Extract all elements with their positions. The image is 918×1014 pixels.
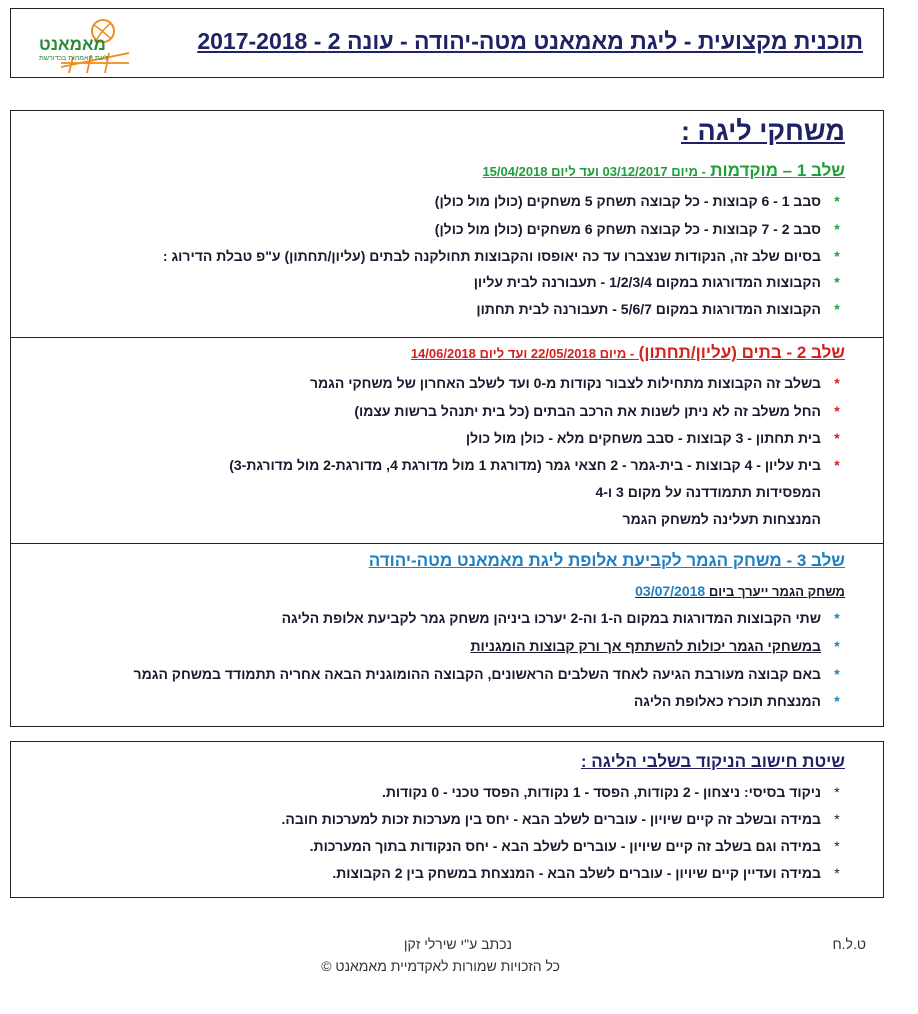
star-icon: * bbox=[834, 666, 840, 682]
logo-tagline: ליגת האמהות בכדורשת bbox=[39, 55, 109, 62]
star-icon: * bbox=[834, 811, 840, 827]
footer-rights: כל הזכויות שמורות לאקדמיית מאמאנט © bbox=[321, 958, 560, 974]
star-icon: * bbox=[834, 403, 840, 419]
header-box bbox=[10, 8, 884, 78]
scoring-title: שיטת חישוב הניקוד בשלבי הליגה : bbox=[580, 752, 845, 771]
final-date-line bbox=[635, 583, 845, 599]
stage2-subline: המפסידות תתמודדנה על מקום 3 ו-4 bbox=[595, 484, 821, 500]
stage2-bullet: *בית תחתון - 3 קבוצות - סבב משחקים מלא - כולן מול כולן bbox=[466, 430, 845, 446]
star-icon: * bbox=[834, 248, 840, 264]
mamanet-logo bbox=[31, 17, 141, 73]
league-games-title: משחקי ליגה : bbox=[680, 116, 845, 146]
league-games-box bbox=[10, 110, 884, 727]
scoring-bullet: *ניקוד בסיסי: ניצחון - 2 נקודות, הפסד - 1 נקודות, הפסד טכני - 0 נקודות. bbox=[382, 784, 845, 800]
section-divider bbox=[11, 337, 883, 338]
stage1-bullet: *סבב 2 - 7 קבוצות - כל קבוצה תשחק 6 משחקים (כולן מול כולן) bbox=[435, 221, 845, 237]
footer-tlh: ט.ל.ח bbox=[832, 936, 866, 952]
stage1-bullet: *סבב 1 - 6 קבוצות - כל קבוצה תשחק 5 משחקים (כולן מול כולן) bbox=[435, 193, 845, 209]
stage2-heading bbox=[411, 343, 845, 363]
scoring-box bbox=[10, 741, 884, 898]
star-icon: * bbox=[834, 193, 840, 209]
star-icon: * bbox=[834, 274, 840, 290]
scoring-bullet: *במידה ובשלב זה קיים שיויון - עוברים לשלב הבא - יחס בין מערכות זכות למערכות חובה. bbox=[282, 811, 845, 827]
star-icon: * bbox=[834, 693, 840, 709]
stage2-bullet: *החל משלב זה לא ניתן לשנות את הרכב הבתים (כל בית יתנהל ברשות עצמו) bbox=[354, 403, 845, 419]
star-icon: * bbox=[834, 784, 840, 800]
stage2-dates: - מיום 22/05/2018 ועד ליום 14/06/2018 bbox=[410, 346, 635, 361]
star-icon: * bbox=[834, 610, 840, 626]
stage3-bullet: *שתי הקבוצות המדורגות במקום ה-1 וה-2 יערכו ביניהן משחק גמר לקביעת אלופת הליגה bbox=[282, 610, 845, 626]
scoring-bullet: *במידה ועדיין קיים שיויון - עוברים לשלב הבא - המנצחת במשחק בין 2 הקבוצות. bbox=[332, 865, 845, 881]
star-icon: * bbox=[834, 638, 840, 654]
stage1-name: שלב 1 – מוקדמות bbox=[710, 161, 845, 180]
page-title: תוכנית מקצועית - ליגת מאמאנט מטה-יהודה - עונה 2 - 2017-2018 bbox=[197, 28, 863, 54]
scoring-bullet: *במידה וגם בשלב זה קיים שיויון - עוברים לשלב הבא - יחס הנקודות בתוך המערכות. bbox=[310, 838, 845, 854]
star-icon: * bbox=[834, 865, 840, 881]
stage1-bullet: *הקבוצות המדורגות במקום 1/2/3/4 - תעבורנה לבית עליון bbox=[474, 274, 845, 290]
star-icon: * bbox=[834, 301, 840, 317]
stage2-name: שלב 2 - בתים (עליון/תחתון) bbox=[638, 343, 845, 362]
stage1-dates: - מיום 03/12/2017 ועד ליום 15/04/2018 bbox=[482, 164, 706, 179]
star-icon: * bbox=[834, 457, 840, 473]
stage2-bullet: *בשלב זה הקבוצות מתחילות לצבור נקודות מ-0 ועד לשלב האחרון של משחקי הגמר bbox=[310, 375, 845, 391]
final-date: 03/07/2018 bbox=[635, 583, 706, 599]
stage1-bullet: *הקבוצות המדורגות במקום 5/6/7 - תעבורנה לבית תחתון bbox=[476, 301, 845, 317]
stage3-name: שלב 3 - משחק הגמר לקביעת אלופת ליגת מאמאנט מטה-יהודה bbox=[368, 551, 845, 570]
footer-author: נכתב ע"י שירלי זקן bbox=[403, 936, 512, 952]
star-icon: * bbox=[834, 838, 840, 854]
stage3-heading bbox=[369, 551, 845, 571]
stage3-bullet: *המנצחת תוכרז כאלופת הליגה bbox=[634, 693, 845, 709]
star-icon: * bbox=[834, 430, 840, 446]
stage2-bullet: *בית עליון - 4 קבוצות - בית-גמר - 2 חצאי גמר (מדורגת 1 מול מדורגת 4, מדורגת-2 מול מדורגת-3) bbox=[229, 457, 845, 473]
stage3-bullet: *במשחקי הגמר יכולות להשתתף אך ורק קבוצות הומגניות bbox=[470, 638, 845, 654]
logo-name: מאמאנט bbox=[39, 35, 106, 54]
star-icon: * bbox=[834, 375, 840, 391]
star-icon: * bbox=[834, 221, 840, 237]
stage3-bullet: *באם קבוצה מעורבת הגיעה לאחד השלבים הראשונים, הקבוצה ההומוגנית הבאה אחריה תתמודד במשחק הגמר bbox=[134, 666, 845, 682]
stage1-heading bbox=[482, 161, 845, 181]
section-divider bbox=[11, 543, 883, 544]
stage2-subline: המנצחות תעלינה למשחק הגמר bbox=[622, 511, 821, 527]
stage1-bullet: *בסיום שלב זה, הנקודות שנצברו עד כה יאופסו והקבוצות תחולקנה לבתים (עליון/תחתון) ע"פ טבלת הדירוג : bbox=[163, 248, 845, 264]
final-date-label: משחק הגמר ייערך ביום bbox=[708, 584, 845, 599]
